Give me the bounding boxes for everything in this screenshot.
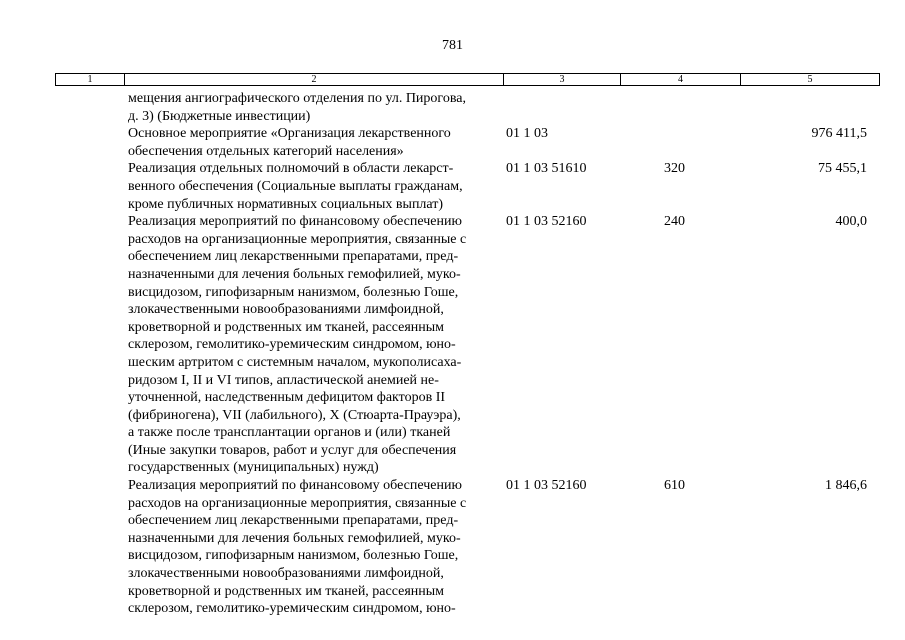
table-header <box>55 73 880 86</box>
row-type: 240 <box>664 214 685 230</box>
row-amount <box>724 90 867 125</box>
header-col-5: 5 <box>807 74 813 85</box>
table-row <box>55 90 880 125</box>
row-description: Реализация мероприятий по финансовому обеспечению расходов на организационные мероприятия, связанные с обеспечением лиц лекарственными препаратами, пред- назначенными для лечения больных гемофилией, муко- висцидозом, гипофизарным нанизмом, болезнью Гоше, злокачественными новообразованиями лимфоидной, кроветворной и родственных им тканей, рассеянным склерозом, гемолитико-уремическим синдромом, юно- <box>128 478 467 617</box>
row-description: Основное мероприятие «Организация лекарственного обеспечения отдельных категорий населения» <box>128 126 451 159</box>
row-amount: 75 455,1 <box>818 161 867 177</box>
header-col-3: 3 <box>504 74 621 85</box>
row-empty-cell <box>55 213 128 477</box>
row-description: мещения ангиографического отделения по ул. Пирогова, д. 3) (Бюджетные инвестиции) <box>128 91 466 124</box>
row-code <box>500 90 664 125</box>
row-empty-cell <box>55 125 128 160</box>
page-number: 781 <box>442 38 463 53</box>
row-description: Реализация мероприятий по финансовому обеспечению расходов на организационные мероприятия, связанные с обеспечением лиц лекарственными препаратами, пред- назначенными для лечения больных гемофилией, муко- висцидозом, гипофизарным нанизмом, болезнью Гоше, злокачественными новообразованиями лимфоидной, кроветворной и родственных им тканей, рассеянным склерозом, гемолитико-уремическим синдромом, юно- шеским артритом с системным началом, мукополисаха- ридозом I, II и VI типов, апластической анемией не- уточненной, наследственным дефицитом факторов II (фибриногена), VII (лабильного), X (Стюарта-Прауэра), а также после трансплантации органов и (или) тканей (Иные закупки товаров, работ и услуг для обеспечения государственных (муниципальных) нужд) <box>128 214 467 476</box>
row-amount: 1 846,6 <box>825 478 867 494</box>
header-col-1: 1 <box>56 74 125 85</box>
row-empty-cell <box>55 477 128 618</box>
row-empty-cell <box>55 90 128 125</box>
header-col-2: 2 <box>125 74 504 85</box>
table-row <box>55 125 880 160</box>
table-row <box>55 160 880 213</box>
row-code: 01 1 03 <box>506 126 548 142</box>
row-code: 01 1 03 51610 <box>506 161 587 177</box>
row-code: 01 1 03 52160 <box>506 214 587 230</box>
table-body <box>55 90 880 618</box>
table-row <box>55 477 880 618</box>
header-col-4: 4 <box>621 74 741 85</box>
row-type: 320 <box>664 161 685 177</box>
row-type: 610 <box>664 478 685 494</box>
row-amount: 400,0 <box>835 214 867 230</box>
row-amount: 976 411,5 <box>811 126 867 142</box>
row-type <box>664 90 724 125</box>
table-row <box>55 213 880 477</box>
row-code: 01 1 03 52160 <box>506 478 587 494</box>
row-description: Реализация отдельных полномочий в области лекарст- венного обеспечения (Социальные выплаты гражданам, кроме публичных нормативных социальных выплат) <box>128 161 463 212</box>
row-empty-cell <box>55 160 128 213</box>
row-type <box>664 125 724 160</box>
